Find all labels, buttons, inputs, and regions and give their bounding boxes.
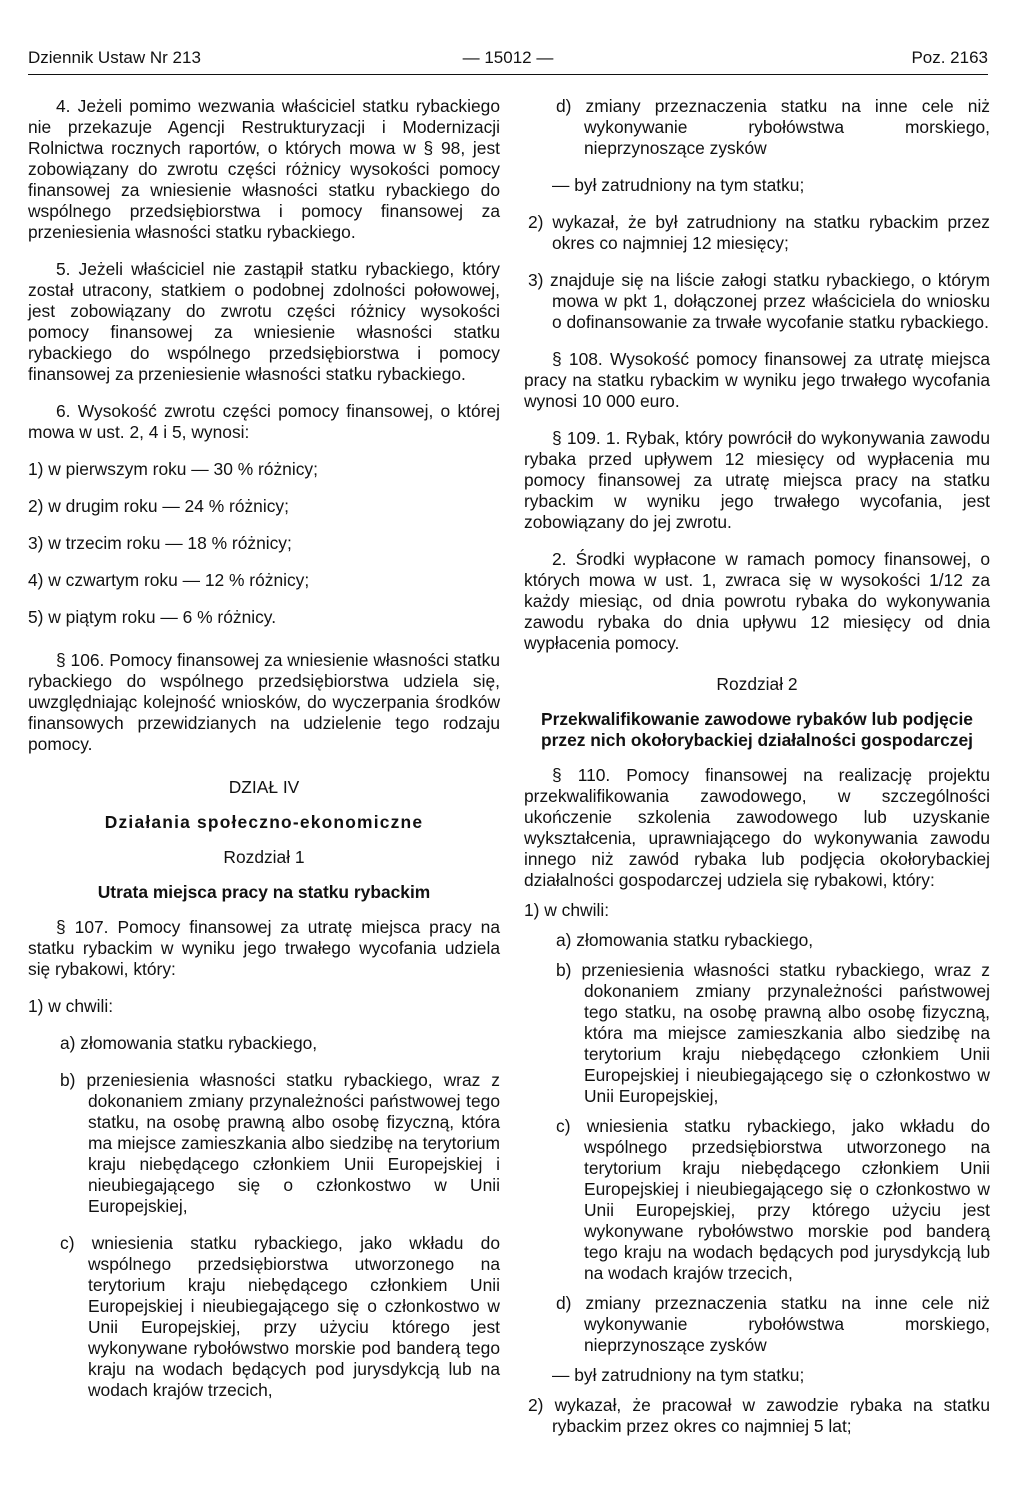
chapter-label: Rozdział 1 [223,847,305,867]
list-item: c) wniesienia statku rybackiego, jako wkładu do wspólnego przedsiębiorstwa utworzonego na terytorium kraju niebędącego członkiem Unii Europejskiej i nieubiegającego się o członkostwo w Unii Europejskiej, przy którego użyciu jest wykonywane rybołówstwo morskie pod banderą tego kraju na wodach będących pod jurysdykcją lub na wodach krajów trzecich, [556,1116,990,1283]
division-label: DZIAŁ IV [228,777,300,797]
section-110: § 110. Pomocy finansowej na realizację projektu przekwalifikowania zawodowego, w szczególności ukończenie szkolenia zawodowego lub uzyskanie wykształcenia, uprawniającego do wykonywania zawodu innego niż zawód rybaka lub podjęcia okołorybackiej działalności gospodarczej udziela się rybakowi, który: [524,765,990,890]
chapter-label: Rozdział 2 [716,674,798,694]
list-item: 3) znajduje się na liście załogi statku rybackiego, o którym mowa w pkt 1, dołączonej przez właściciela do wniosku o dofinansowanie za trwałe wycofanie statku rybackiego. [528,270,990,332]
list-item: 2) wykazał, że był zatrudniony na statku rybackim przez okres co najmniej 12 miesięcy; [528,212,990,253]
journal-title: Dziennik Ustaw Nr 213 [28,48,201,67]
paragraph-4: 4. Jeżeli pomimo wezwania właściciel statku rybackiego nie przekazuje Agencji Restrukturyzacji i Modernizacji Rolnictwa rocznych raportów, o których mowa w § 98, jest zobowiązany do zwrotu części różnicy wysokości pomocy finansowej za wniesienie własności statku rybackiego do wspólnego przedsiębiorstwa i pomocy finansowej za przeniesienia własności statku rybackiego. [28,96,500,242]
list-item: 2) wykazał, że pracował w zawodzie rybaka na statku rybackim przez okres co najmniej 5 lat; [528,1395,990,1436]
list-item: 3) w trzecim roku — 18 % różnicy; [28,533,292,553]
section-109-2: 2. Środki wypłacone w ramach pomocy finansowej, o których mowa w ust. 1, zwraca się w wysokości 1/12 za każdy miesiąc, od dnia powrotu rybaka do wykonywania zawodu rybaka do dnia upływu 12 miesięcy od dnia wypłacenia pomocy. [524,549,990,653]
list-item: a) złomowania statku rybackiego, [60,1033,318,1053]
section-106: § 106. Pomocy finansowej za wniesienie własności statku rybackiego do wspólnego przedsiębiorstwa udziela się, uwzględniając kolejność wniosków, do wyczerpania środków finansowych przewidzianych na udzielenie tego rodzaju pomocy. [28,650,500,754]
section-108: § 108. Wysokość pomocy finansowej za utratę miejsca pracy na statku rybackim w wyniku jego trwałego wycofania wynosi 10 000 euro. [524,349,990,411]
list-item: c) wniesienia statku rybackiego, jako wkładu do wspólnego przedsiębiorstwa utworzonego na terytorium kraju niebędącego członkiem Unii Europejskiej i nieubiegającego się o członkostwo w Unii Europejskiej, przy użyciu którego jest wykonywane rybołówstwo morskie pod banderą tego kraju na wodach będących pod jurysdykcją lub na wodach krajów trzecich, [60,1233,500,1400]
division-title: Działania społeczno-ekonomiczne [104,812,424,832]
left-column [28,96,500,1401]
list-item: b) przeniesienia własności statku rybackiego, wraz z dokonaniem zmiany przynależności państwowej tego statku, na osobę prawną albo osobę fizyczną, która ma miejsce zamieszkania albo siedzibę na terytorium kraju niebędącego członkiem Unii Europejskiej i nieubiegającego się o członkostwo w Unii Europejskiej, [556,960,990,1106]
section-107: § 107. Pomocy finansowej za utratę miejsca pracy na statku rybackim w wyniku jego trwałego wycofania udziela się rybakowi, który: [28,917,500,979]
list-item: 1) w chwili: [28,996,114,1016]
list-item: d) zmiany przeznaczenia statku na inne cele niż wykonywanie rybołówstwa morskiego, nieprzynoszące zysków [556,96,990,158]
list-item: — był zatrudniony na tym statku; [552,1365,805,1385]
list-item: 1) w chwili: [524,900,610,920]
position-number: Poz. 2163 [911,48,988,67]
right-column [524,96,990,1437]
list-item: 4) w czwartym roku — 12 % różnicy; [28,570,310,590]
paragraph-6: 6. Wysokość zwrotu części pomocy finansowej, o której mowa w ust. 2, 4 i 5, wynosi: [28,401,500,442]
section-109-1: § 109. 1. Rybak, który powrócił do wykonywania zawodu rybaka przed upływem 12 miesięcy od wypłacenia mu pomocy finansowej za utratę miejsca pracy na statku rybackim w wyniku jego trwałego wycofania, jest zobowiązany do jej zwrotu. [524,428,990,532]
list-item: — był zatrudniony na tym statku; [552,175,805,195]
page-number: — 15012 — [462,48,554,67]
chapter-title: Utrata miejsca pracy na statku rybackim [97,882,431,902]
page-header [28,44,988,75]
list-item: 5) w piątym roku — 6 % różnicy. [28,607,277,627]
list-item: 2) w drugim roku — 24 % różnicy; [28,496,289,516]
list-item: 1) w pierwszym roku — 30 % różnicy; [28,459,318,479]
list-item: d) zmiany przeznaczenia statku na inne cele niż wykonywanie rybołówstwa morskiego, nieprzynoszące zysków [556,1293,990,1355]
chapter-title: Przekwalifikowanie zawodowe rybaków lub podjęcie przez nich okołorybackiej działalności gospodarczej [541,709,973,750]
list-item: a) złomowania statku rybackiego, [556,930,814,950]
list-item: b) przeniesienia własności statku rybackiego, wraz z dokonaniem zmiany przynależności państwowej tego statku, na osobę prawną albo osobę fizyczną, która ma miejsce zamieszkania albo siedzibę na terytorium kraju niebędącego członkiem Unii Europejskiej i nieubiegającego się o członkostwo w Unii Europejskiej, [60,1070,500,1216]
paragraph-5: 5. Jeżeli właściciel nie zastąpił statku rybackiego, który został utracony, statkiem o podobnej zdolności połowowej, jest zobowiązany do zwrotu części różnicy wysokości pomocy finansowej za wniesienie własności statku rybackiego do wspólnego przedsiębiorstwa i pomocy finansowej za przeniesienie własności statku rybackiego. [28,259,500,384]
